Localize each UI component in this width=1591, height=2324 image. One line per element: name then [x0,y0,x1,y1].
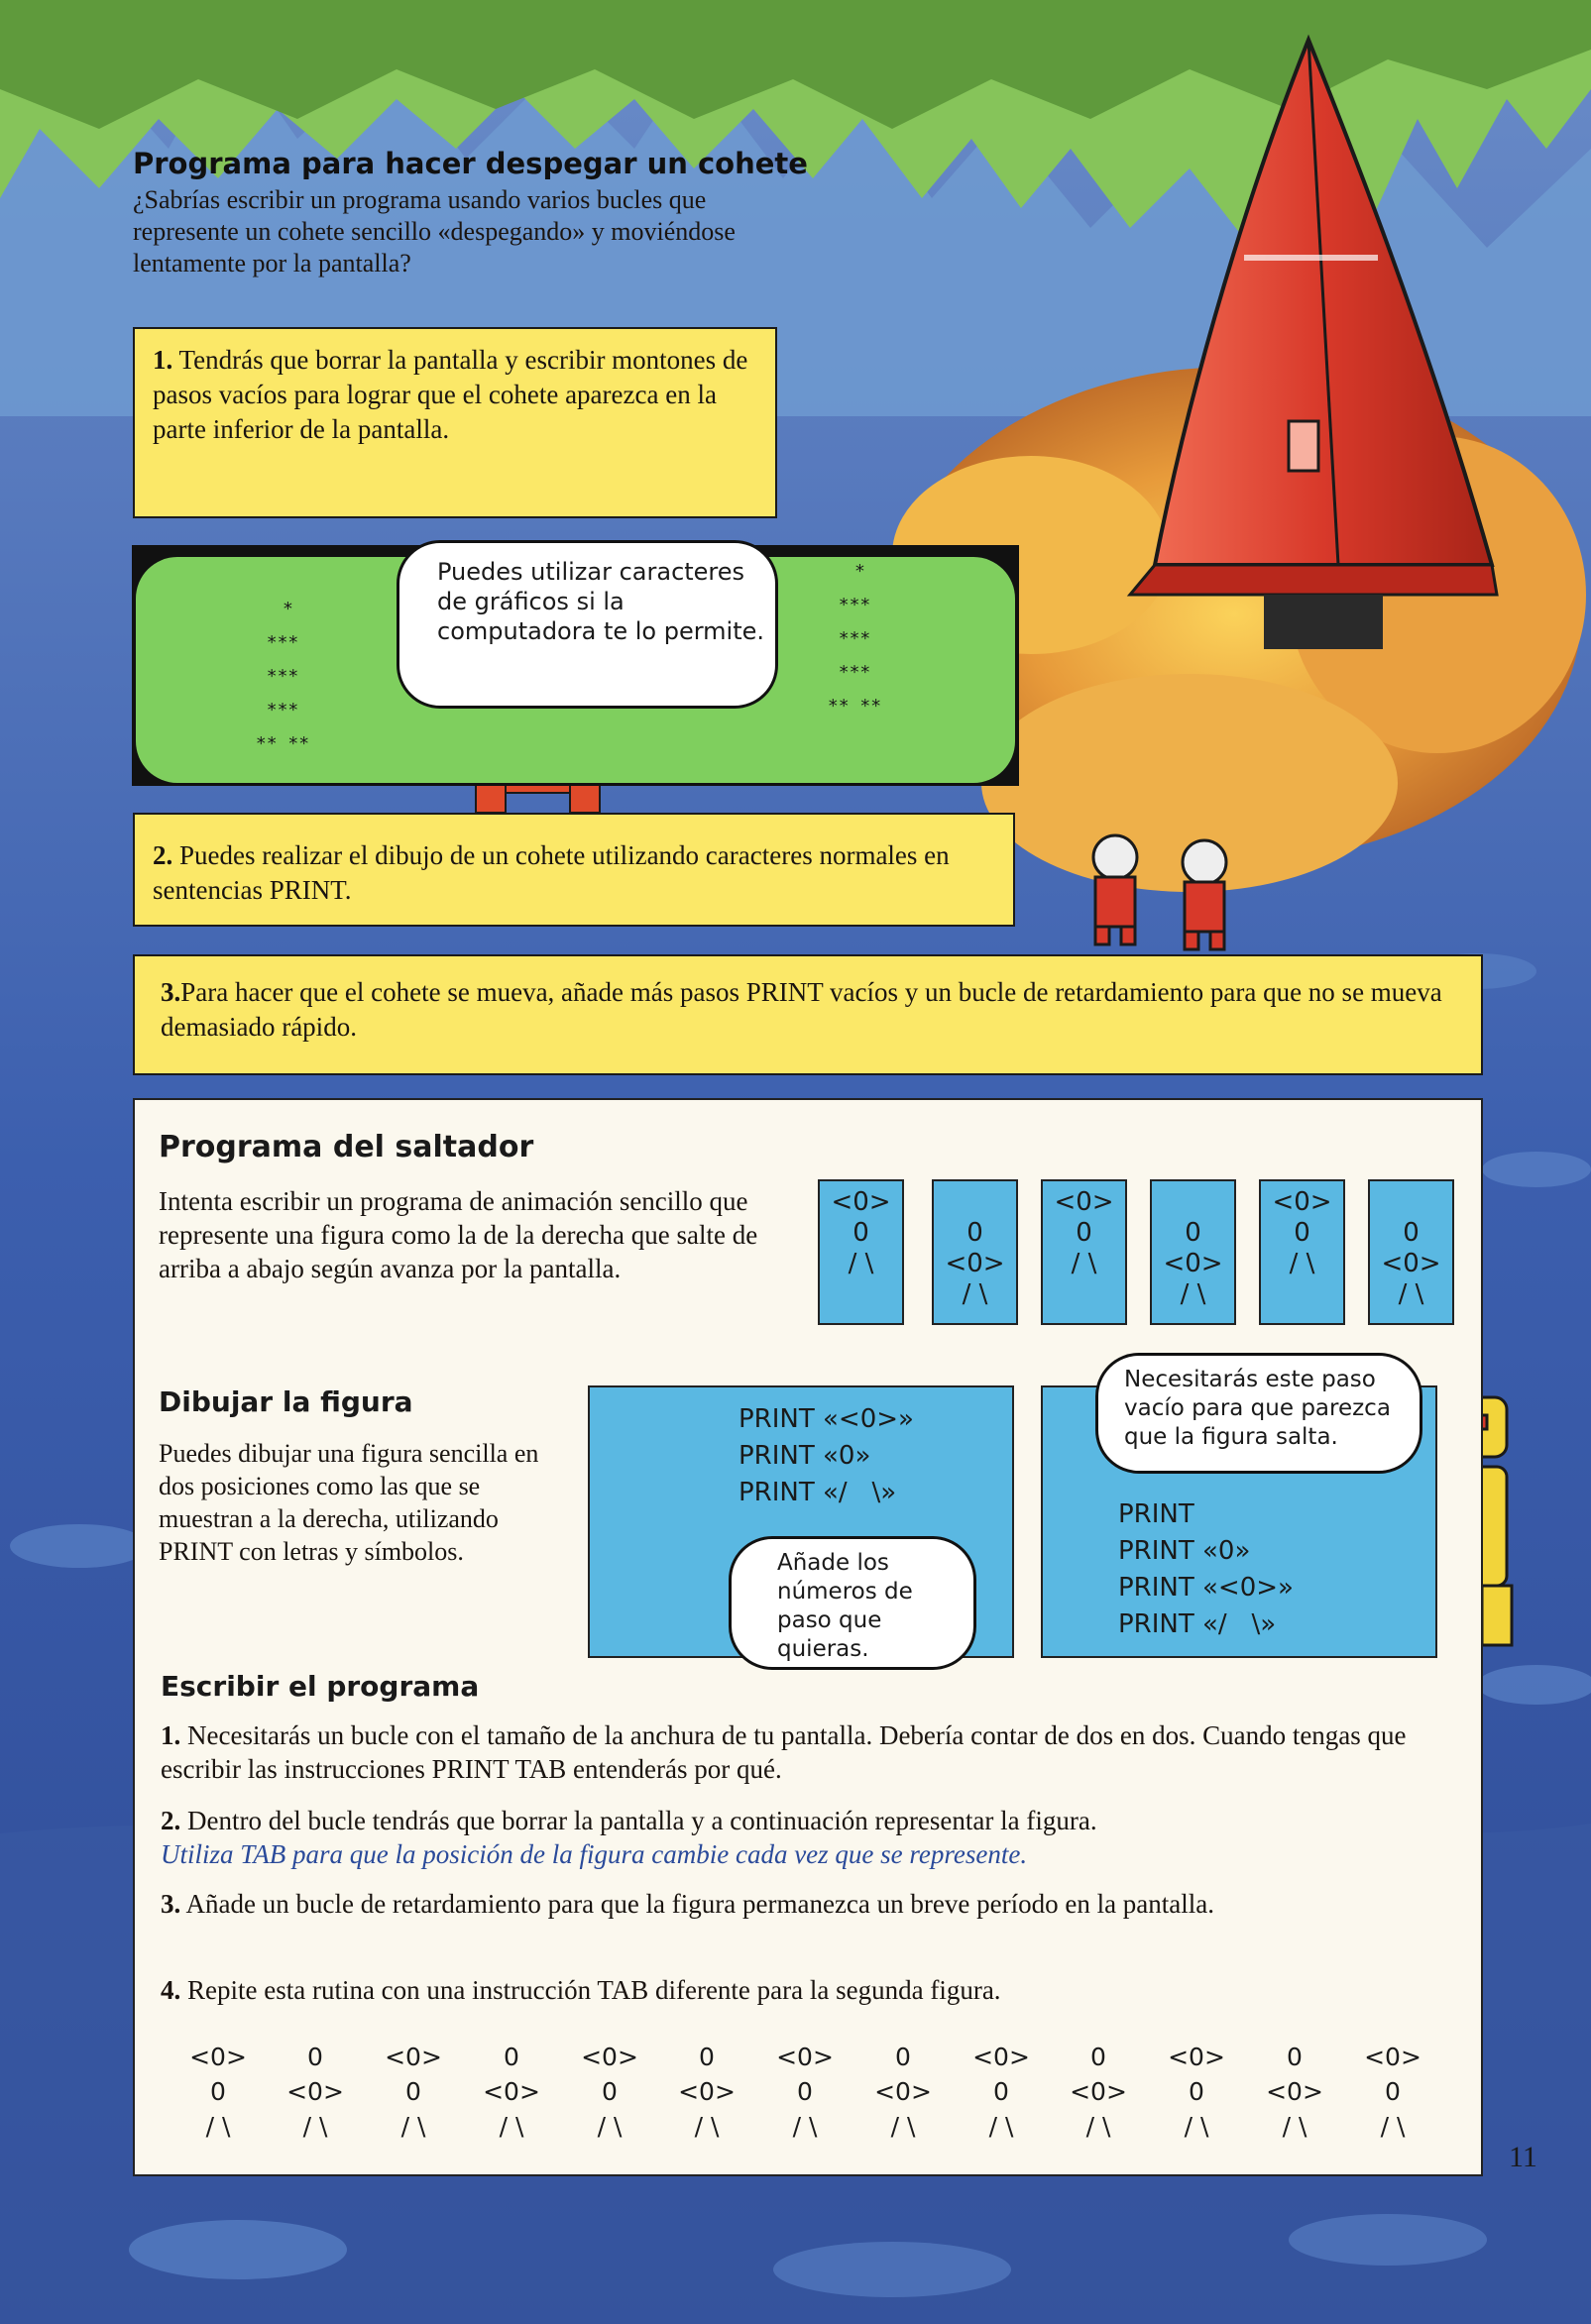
jumper-figure: 0 <0> / \ [1368,1179,1454,1325]
write-step-4 [161,1973,1474,2007]
jumper-figure: <0> 0 / \ [1259,1179,1345,1325]
page-number: 11 [1509,2141,1537,2173]
code-box-first: PRINT «<0>» PRINT «0» PRINT «/ \» [588,1385,1014,1658]
step-number: 4. [161,1975,181,2005]
step-numbers-bubble: Añade los números de paso que quieras. [729,1536,976,1670]
step-text: Tendrás que borrar la pantalla y escribir montones de pasos vacíos para lograr que el cohete aparezca en la parte inferior de la pantalla. [153,345,748,444]
step-1-box [133,327,777,518]
sequence-figure: <0> 0 / \ [189,2043,247,2141]
write-step-3 [161,1887,1474,1921]
sequence-figure: 0 <0> / \ [874,2043,932,2141]
rocket-ascii-right: * *** *** *** ** ** [827,561,882,717]
sequence-figure: <0> 0 / \ [385,2043,442,2141]
jumper-figure: <0> 0 / \ [818,1179,904,1325]
step-number: 2. [161,1806,181,1835]
step-text: Puedes realizar el dibujo de un cohete utilizando caracteres normales en sentencias PRINT. [153,840,950,905]
write-step-1 [161,1718,1474,1786]
jumper-figure: 0 <0> / \ [932,1179,1018,1325]
sequence-figure: <0> 0 / \ [1168,2043,1225,2141]
sequence-figure: <0> 0 / \ [776,2043,834,2141]
page-title: Programa para hacer despegar un cohete [133,147,808,180]
sequence-figure: 0 <0> / \ [483,2043,540,2141]
step-note: Utiliza TAB para que la posición de la figura cambie cada vez que se represente. [161,1839,1028,1869]
jumper-figure: 0 <0> / \ [1150,1179,1236,1325]
step-text: Necesitarás un bucle con el tamaño de la anchura de tu pantalla. Debería contar de dos en dos. Cuando tengas que escribir las instrucciones PRINT TAB entenderás por qué. [161,1720,1407,1784]
write-step-2 [161,1804,1474,1871]
step-number: 2. [153,840,173,870]
step-number: 3. [161,977,181,1007]
sequence-figure: <0> 0 / \ [972,2043,1030,2141]
draw-figure-title: Dibujar la figura [159,1385,413,1418]
step-text: Repite esta rutina con una instrucción TAB diferente para la segunda figura. [187,1975,1001,2005]
sequence-figure: 0 <0> / \ [1266,2043,1323,2141]
jumper-title: Programa del saltador [159,1130,534,1164]
sequence-figure: 0 <0> / \ [1070,2043,1127,2141]
sequence-figure: 0 <0> / \ [678,2043,736,2141]
step-3-box [133,954,1483,1075]
draw-figure-text: Puedes dibujar una figura sencilla en dos posiciones como las que se muestran a la derecha, utilizando PRINT con letras y símbolos. [159,1439,539,1566]
empty-step-bubble: Necesitarás este paso vacío para que parezca que la figura salta. [1095,1353,1422,1474]
sequence-figure: <0> 0 / \ [581,2043,638,2141]
step-text: Dentro del bucle tendrás que borrar la pantalla y a continuación representar la figura. [187,1806,1097,1835]
jumper-figure: <0> 0 / \ [1041,1179,1127,1325]
intro-text: ¿Sabrías escribir un programa usando varios bucles que represente un cohete sencillo «despegando» y moviéndose lentamente por la pantalla? [133,185,736,277]
step-text: Para hacer que el cohete se mueva, añade más pasos PRINT vacíos y un bucle de retardamiento para que no se mueva demasiado rápido. [161,977,1442,1042]
rocket-ascii-left: * *** *** *** ** ** [255,599,310,754]
step-number: 3. [161,1889,181,1919]
sequence-figure: <0> 0 / \ [1364,2043,1421,2141]
jumper-intro: Intenta escribir un programa de animación sencillo que represente una figura como la de la derecha que salte de arriba a abajo según avanza por la pantalla. [159,1186,758,1283]
graphics-tip-bubble: Puedes utilizar caracteres de gráficos si la computadora te lo permite. [397,540,778,709]
step-number: 1. [153,345,173,375]
step-number: 1. [161,1720,181,1750]
step-text: Añade un bucle de retardamiento para que la figura permanezca un breve período en la pantalla. [185,1889,1215,1919]
write-program-title: Escribir el programa [161,1670,480,1703]
sequence-figure: 0 <0> / \ [286,2043,344,2141]
step-2-box [133,813,1015,927]
code-box-second: PRINT PRINT «0» PRINT «<0>» PRINT «/ \» [1041,1385,1437,1658]
